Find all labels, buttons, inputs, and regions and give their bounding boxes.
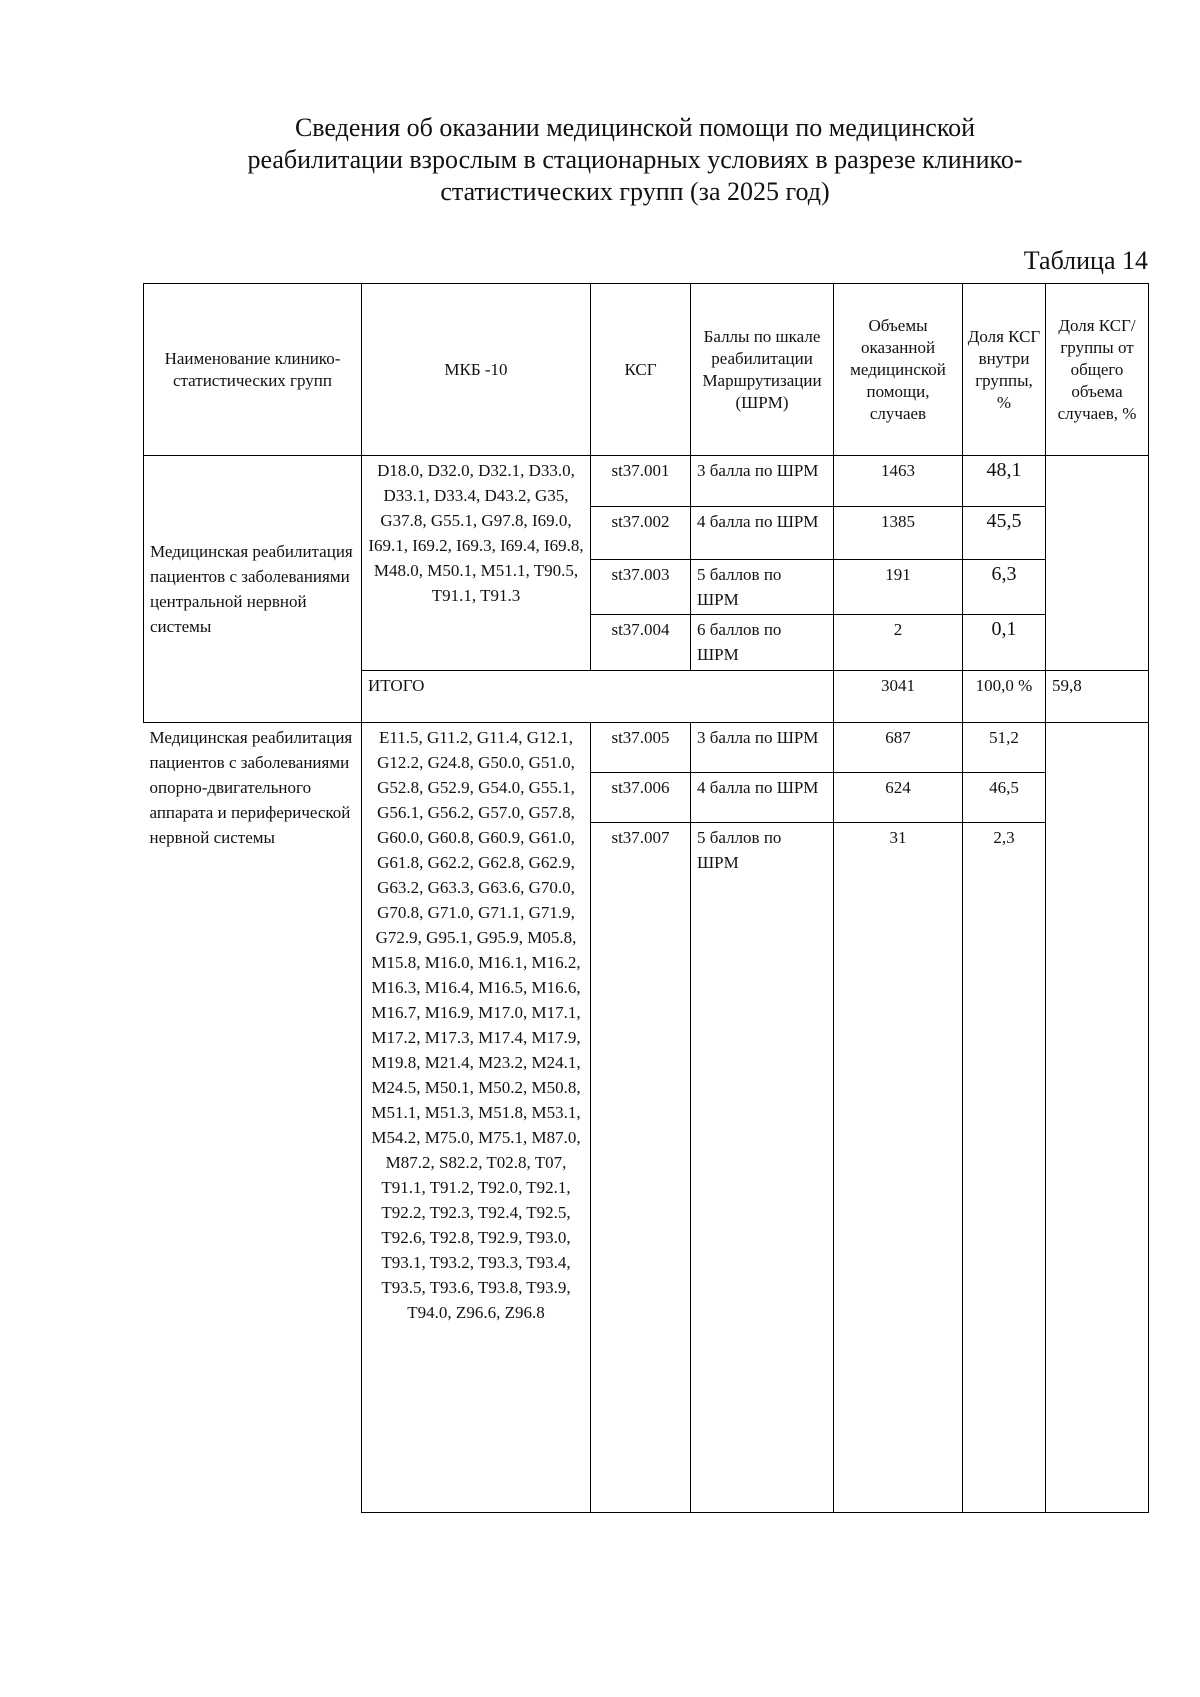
volume-value: 31 xyxy=(834,823,963,1513)
document-title xyxy=(200,112,1070,208)
group-name: Медицинская реабилитация пациентов с заболеваниями опорно-двигательного аппарата и периферической нервной системы xyxy=(144,723,362,1513)
volume-value: 687 xyxy=(834,723,963,773)
volume-value: 624 xyxy=(834,773,963,823)
total-share: 100,0 % xyxy=(963,671,1046,723)
share-total-empty xyxy=(1046,723,1149,1513)
ksg-code: st37.006 xyxy=(591,773,691,823)
mkb-codes: D18.0, D32.0, D32.1, D33.0, D33.1, D33.4, D43.2, G35, G37.8, G55.1, G97.8, I69.0, I69.1, I69.2, I69.3, I69.4, I69.8, M48.0, M50.1, M51.1, T90.5, T91.1, T91.3 xyxy=(362,456,591,671)
ksg-code: st37.004 xyxy=(591,615,691,671)
header-share-total: Доля КСГ/группы от общего объема случаев, % xyxy=(1046,284,1149,456)
title-line: Сведения об оказании медицинской помощи по медицинской xyxy=(294,113,976,142)
volume-value: 1385 xyxy=(834,507,963,560)
total-label: ИТОГО xyxy=(362,671,834,723)
ksg-code: st37.007 xyxy=(591,823,691,1513)
mkb-codes: E11.5, G11.2, G11.4, G12.1, G12.2, G24.8, G50.0, G51.0, G52.8, G52.9, G54.0, G55.1, G56.1, G56.2, G57.0, G57.8, G60.0, G60.8, G60.9, G61.0, G61.8, G62.2, G62.8, G62.9, G63.2, G63.3, G63.6, G70.0, G70.8, G71.0, G71.1, G71.9, G72.9, G95.1, G95.9, M05.8, M15.8, M16.0, M16.1, M16.2, M16.3, M16.4, M16.5, M16.6, M16.7, M16.9, M17.0, M17.1, M17.2, M17.3, M17.4, M17.9, M19.8, M21.4, M23.2, M24.1, M24.5, M50.1, M50.2, M50.8, M51.1, M51.3, M51.8, M53.1, M54.2, M75.0, M75.1, M87.0, M87.2, S82.2, T02.8, T07, T91.1, T91.2, T92.0, T92.1, T92.2, T92.3, T92.4, T92.5, T92.6, T92.8, T92.9, T93.0, T93.1, T93.2, T93.3, T93.4, T93.5, T93.6, T93.8, T93.9, T94.0, Z96.6, Z96.8 xyxy=(362,723,591,1513)
ksg-table xyxy=(143,283,1149,1513)
table-row xyxy=(144,723,1149,773)
total-volume: 3041 xyxy=(834,671,963,723)
share-total-empty xyxy=(1046,456,1149,671)
shrm-score: 5 баллов по ШРМ xyxy=(691,560,834,615)
share-value: 45,5 xyxy=(963,507,1046,560)
share-value: 6,3 xyxy=(963,560,1046,615)
ksg-code: st37.005 xyxy=(591,723,691,773)
share-value: 0,1 xyxy=(963,615,1046,671)
shrm-score: 4 балла по ШРМ xyxy=(691,773,834,823)
share-value: 51,2 xyxy=(963,723,1046,773)
title-line: статистических групп (за 2025 год) xyxy=(440,177,830,206)
volume-value: 191 xyxy=(834,560,963,615)
title-line: реабилитации взрослым в стационарных условиях в разрезе клинико- xyxy=(247,145,1023,174)
shrm-score: 4 балла по ШРМ xyxy=(691,507,834,560)
shrm-score: 3 балла по ШРМ xyxy=(691,723,834,773)
shrm-score: 5 баллов по ШРМ xyxy=(691,823,834,1513)
header-shrm: Баллы по шкале реабилитации Маршрутизации (ШРМ) xyxy=(691,284,834,456)
header-volume: Объемы оказанной медицинской помощи, случаев xyxy=(834,284,963,456)
shrm-score: 6 баллов по ШРМ xyxy=(691,615,834,671)
header-mkb: МКБ -10 xyxy=(362,284,591,456)
header-ksg: КСГ xyxy=(591,284,691,456)
ksg-code: st37.001 xyxy=(591,456,691,507)
ksg-code: st37.002 xyxy=(591,507,691,560)
share-value: 2,3 xyxy=(963,823,1046,1513)
ksg-code: st37.003 xyxy=(591,560,691,615)
total-share-total: 59,8 xyxy=(1046,671,1149,723)
header-group: Наименование клинико-статистических групп xyxy=(144,284,362,456)
table-row xyxy=(144,456,1149,507)
share-value: 48,1 xyxy=(963,456,1046,507)
shrm-score: 3 балла по ШРМ xyxy=(691,456,834,507)
table-label: Таблица 14 xyxy=(1023,246,1148,275)
share-value: 46,5 xyxy=(963,773,1046,823)
volume-value: 1463 xyxy=(834,456,963,507)
group-name: Медицинская реабилитация пациентов с заболеваниями центральной нервной системы xyxy=(144,456,362,723)
header-share-in-group: Доля КСГ внутри группы, % xyxy=(963,284,1046,456)
volume-value: 2 xyxy=(834,615,963,671)
table-header-row xyxy=(144,284,1149,456)
